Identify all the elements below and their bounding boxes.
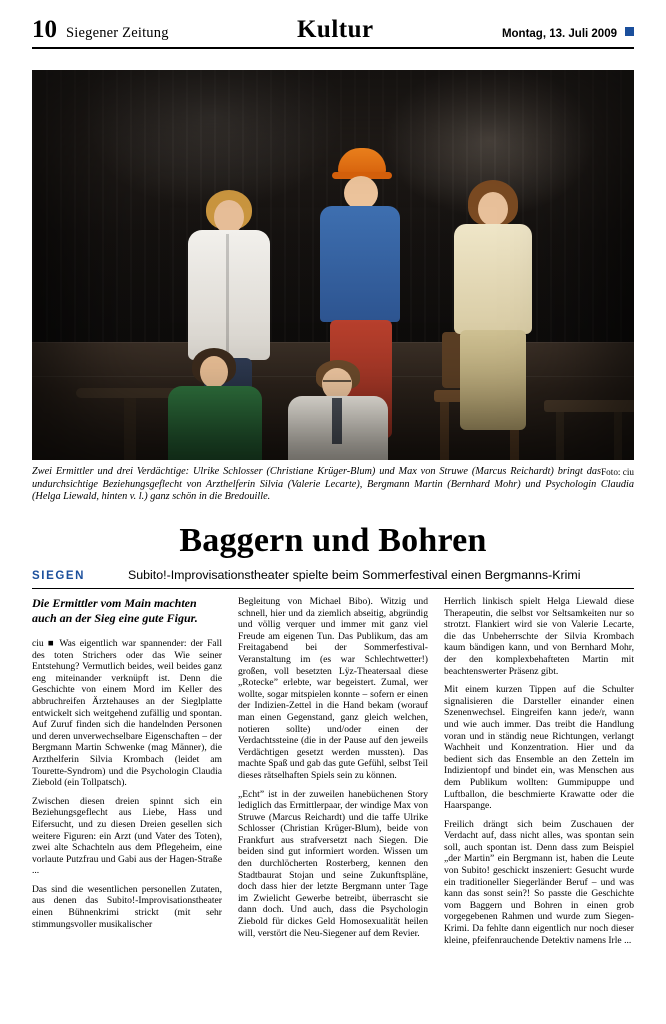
paper-name: Siegener Zeitung (66, 25, 169, 41)
article-column-3 (444, 596, 634, 1008)
actor-claudia (444, 180, 540, 430)
photo-caption (32, 466, 634, 504)
article-headline: Baggern und Bohren (179, 522, 487, 559)
actor-max-von-struwe (282, 360, 394, 460)
article-column-2 (238, 596, 428, 1008)
paragraph: Begleitung von Michael Bibo). Witzig und schnell, hier und da ziemlich abseitig, abgründig und völlig verquer und immer mit ganz viel Freude am eigenen Tun. Das Publikum, das am Freitagabend bei der Sommerfestival-Veranstaltung im (es war Schlechtwetter!) großen, voll besetzten Lÿz-Theatersaal diese „Roteckeˮ erlebte, war begeistert. Zumal, wer wollte, sogar mitspielen konnte – sofern er einen der Indizien-Zettel in die Hand bekam (worauf man einen Gegenstand, ganz gleich welchen, notieren sollte) und/oder einen der Verdachtssteine (die in der Pause auf den jeweils Verdächtigen gesetzt werden mussten). Das machte Spaß und gab das gute Gefühl, selbst Teil dieses rätselhaften Spiels sein zu können. (238, 596, 428, 781)
paragraph: Zwischen diesen dreien spinnt sich ein Beziehungsgeflecht aus Liebe, Hass und Eifersucht, und zu diesen Dreien gesellen sich weitere Figuren: ein Arzt (und Vater des Toten), zwei alte Schachteln aus dem Pflegeheim, eine vorlaute Putzfrau und Gabi aus der Hagen-Straße ... (32, 795, 222, 877)
article-body (32, 596, 634, 1008)
paragraph: Mit einem kurzen Tippen auf die Schulter signalisieren die Darsteller einander einen Szenenwechsel. Eingreifen kann jede/r, wann und wie auch immer. Das treibt die Handlung voran und in ständig neue Richtungen, verlangt Wachheit und Konzentration. Hier und da bedient sich das Ensemble an den Zetteln im Indizientopf und bindet ein, was Menschen aus dem Publikum wollten: Gummipuppe und Luftballon, die beschmierte Krawatte oder die Haarspange. (444, 684, 634, 812)
paragraph: Das sind die wesentlichen personellen Zutaten, aus denen das Subito!-Improvisationstheater einen Bühnenkrimi strickt (mit sehr stimmungsvoller musikalischer (32, 883, 222, 930)
article-column-1 (32, 596, 222, 1008)
photo-caption-text: Zwei Ermittler und drei Verdächtige: Ulrike Schlosser (Christiane Krüger-Blum) und Max von Struwe (Marcus Reichardt) bringt das undurchsichtige Beziehungsgeflecht von Arzthelferin Silvia (Valerie Lecarte), Bergmann Martin (Bernhard Mohr) und Psychologin Claudia (Helga Liewald, hinten v. l.) ganz schön in die Bredouille. (32, 466, 634, 503)
section-marker-icon (625, 27, 634, 36)
masthead (32, 16, 634, 50)
paragraph: Herrlich linkisch spielt Helga Liewald diese Therapeutin, die selbst vor Seltsamkeiten nur so strotzt. Flankiert wird sie von Valerie Lecarte, die das Unbeherrschte der Silvia Krombach kaum bändigen kann, und von Bernhard Mohr, der den komplexbehafteten Martin mit beachtenswerter Präsenz gibt. (444, 596, 634, 677)
subhead-row (32, 568, 634, 582)
subhead-rule (32, 588, 634, 589)
section-title: Kultur (296, 16, 374, 43)
publication-date: Montag, 13. Juli 2009 (501, 28, 617, 40)
page-number: 10 (32, 16, 57, 43)
prop-side-table (544, 400, 634, 460)
photo-credit: Foto: ciu (601, 467, 634, 477)
article-lead: Die Ermittler vom Main machten auch an der Sieg eine gute Figur. (32, 596, 198, 625)
article-photo (32, 70, 634, 460)
article-subhead: Subito!-Improvisationstheater spielte beim Sommerfestival einen Bergmanns-Krimi (128, 568, 581, 582)
photo-stage-background (32, 70, 634, 460)
masthead-rule (32, 47, 634, 49)
actor-ulrike-schlosser (160, 348, 270, 460)
paragraph: Freilich drängt sich beim Zuschauen der Verdacht auf, dass nicht alles, was spontan sein soll, auch spontan ist. Denn dass zum Beispiel „der Martinˮ ein Bergmann ist, haben die Leute von Subito! geschickt inszeniert: Gesucht wurde ein traditioneller Siegerländer Beruf – und was kann das sonst sein?! So passte die Geschichte vom Baggern und Bohren in einen grob vorgegebenen Rahmen und wurde zum Siegen-Krimi. Da fehlte dann eigentlich nur noch dieser kleine, pfeifenrauchende Detektiv namens Irle ... (444, 818, 634, 946)
article-dateline: SIEGEN (32, 570, 86, 582)
paragraph: „Echtˮ ist in der zuweilen hanebüchenen Story lediglich das Ermittlerpaar, der windige Max von Struwe (Marcus Reichardt) und die taffe Ulrike Schlosser (Christian Krüger-Blum), beide von Frankfurt aus strafversetzt nach Siegen. Die beiden sind gut informiert worden. Wissen um den durchlöcherten Rosterberg, kennen den Stadtbaurat Stojan und seine Zukunftspläne, doch dass hier der letzte Bergmann unter Tage im Zwielicht Gewerbe betreibt, überrascht sie dann doch. Und auch, dass die Psychologin Ziebold für dickes Geld Homosexualität heilen will, verstört die Neu-Siegener auf dem Revier. (238, 788, 428, 939)
paragraph: ciu ■ Was eigentlich war spannender: der Fall des toten Strichers oder das Wie seiner Entstehung? Vermutlich beides, weil beides ganz eng miteinander verknüpft ist. Denn die Geschichte von einem Mord im Keller des abbruchreifen Ärztehauses an der Sieglplatte entwickelt sich weitgehend zufällig und spontan. Auf Zuruf finden sich die handelnden Personen und deren unverwechselbare Eigenschaften – der Bergmann Martin Schwenke (mag Männer), die Arzthelferin Silvia Krombach (leidet am Tourette-Syndrom) und die Psychologin Claudia Ziebold (ein Tollpatsch). (32, 638, 222, 789)
